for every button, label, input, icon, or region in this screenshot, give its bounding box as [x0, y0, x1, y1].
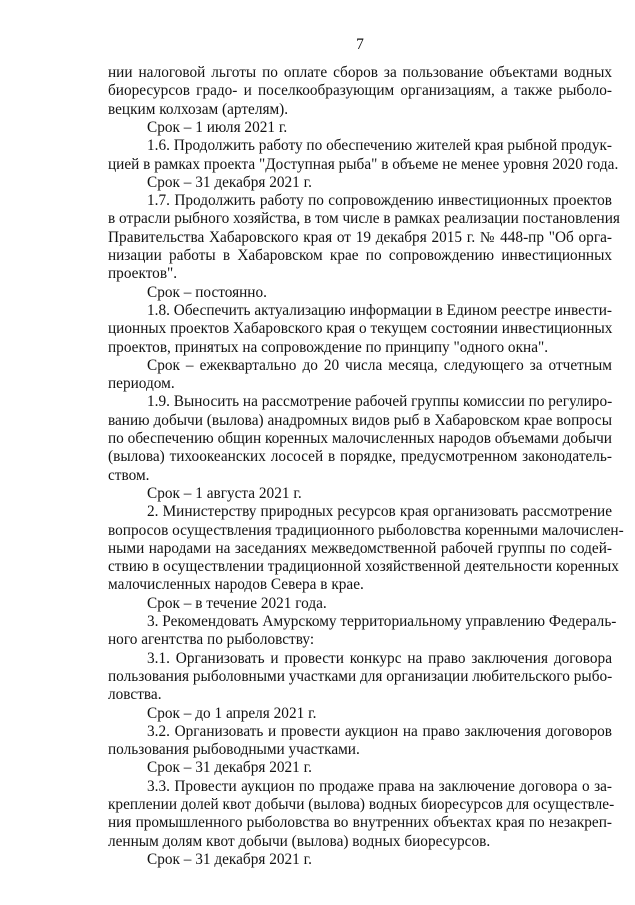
text-line: нии налоговой льготы по оплате сборов за пользование объектами водных	[108, 64, 612, 81]
text-line: ния промышленного рыболовства во внутренних объектах края по незакреп-	[108, 814, 612, 832]
text-line: вопросов осуществления традиционного рыболовства коренными малочислен-	[108, 521, 624, 539]
text-line: ного агентства по рыболовству:	[108, 631, 315, 649]
text-line: ловства.	[108, 686, 162, 704]
text-line: ленным долям квот добычи (вылова) водных биоресурсов.	[108, 832, 491, 850]
text-line: Срок – 1 августа 2021 г.	[147, 484, 302, 502]
text-line: 2. Министерству природных ресурсов края организовать рассмотрение	[147, 503, 612, 521]
text-line: Срок – до 1 апреля 2021 г.	[147, 704, 317, 722]
text-line: 1.8. Обеспечить актуализацию информации в Едином реестре инвести-	[147, 301, 612, 319]
text-line: 3.2. Организовать и провести аукцион на право заключения договоров	[147, 722, 612, 740]
text-line: Срок – 31 декабря 2021 г.	[147, 173, 312, 191]
text-line: Срок – ежеквартально до 20 числа месяца, следующего за отчетным	[147, 356, 612, 374]
text-line: Срок – 1 июля 2021 г.	[147, 118, 288, 136]
text-line: 3. Рекомендовать Амурскому территориальному управлению Федераль-	[147, 613, 617, 630]
text-line: Правительства Хабаровского края от 19 декабря 2015 г. № 448-пр "Об орга-	[108, 228, 612, 246]
text-line: (вылова) тихоокеанских лососей в порядке, предусмотренном законодатель-	[108, 448, 612, 466]
text-line: Срок – 31 декабря 2021 г.	[147, 759, 312, 777]
text-line: ционных проектов Хабаровского края о текущем состоянии инвестиционных	[108, 320, 613, 338]
text-line: биоресурсов градо- и поселкообразующим организациям, а также рыболо-	[108, 82, 612, 100]
text-line: 1.6. Продолжить работу по обеспечению жителей края рыбной продук-	[147, 137, 612, 155]
text-line: ными народами на заседаниях межведомственной рабочей группы по содей-	[108, 539, 612, 557]
text-line: в отрасли рыбного хозяйства, в том числе в рамках реализации постановления	[108, 210, 620, 228]
text-line: периодом.	[108, 375, 175, 393]
text-line: ванию добычи (вылова) анадромных видов рыб в Хабаровском крае вопросы	[108, 411, 612, 429]
text-line: ством.	[108, 466, 150, 484]
text-line: 1.9. Выносить на рассмотрение рабочей группы комиссии по регулиро-	[147, 393, 613, 411]
text-line: 3.3. Провести аукцион по продаже права на заключение договора о за-	[147, 777, 612, 795]
text-line: креплении долей квот добычи (вылова) водных биоресурсов для осуществле-	[108, 796, 615, 813]
text-line: по обеспечению общин коренных малочисленных народов объемами добычи	[108, 430, 612, 447]
text-line: цией в рамках проекта "Доступная рыба" в объеме не менее уровня 2020 года.	[108, 155, 619, 173]
text-line: 1.7. Продолжить работу по сопровождению инвестиционных проектов	[147, 192, 612, 210]
page-number: 7	[356, 36, 364, 53]
text-line: Срок – 31 декабря 2021 г.	[147, 850, 312, 868]
text-line: проектов".	[108, 265, 178, 283]
text-line: проектов, принятых на сопровождение по принципу "одного окна".	[108, 338, 549, 356]
text-line: малочисленных народов Севера в крае.	[108, 576, 364, 594]
text-line: 3.1. Организовать и провести конкурс на право заключения договора	[147, 649, 612, 667]
text-line: Срок – в течение 2021 года.	[147, 594, 327, 612]
text-line: Срок – постоянно.	[147, 283, 267, 301]
text-line: низации работы в Хабаровском крае по сопровождению инвестиционных	[108, 247, 612, 264]
text-line: пользования рыболовными участками для организации любительского рыбо-	[108, 667, 613, 685]
text-line: вецким колхозам (артелям).	[108, 100, 289, 118]
text-line: ствию в осуществлении традиционной хозяйственной деятельности коренных	[108, 558, 619, 576]
text-line: пользования рыбоводными участками.	[108, 741, 360, 759]
